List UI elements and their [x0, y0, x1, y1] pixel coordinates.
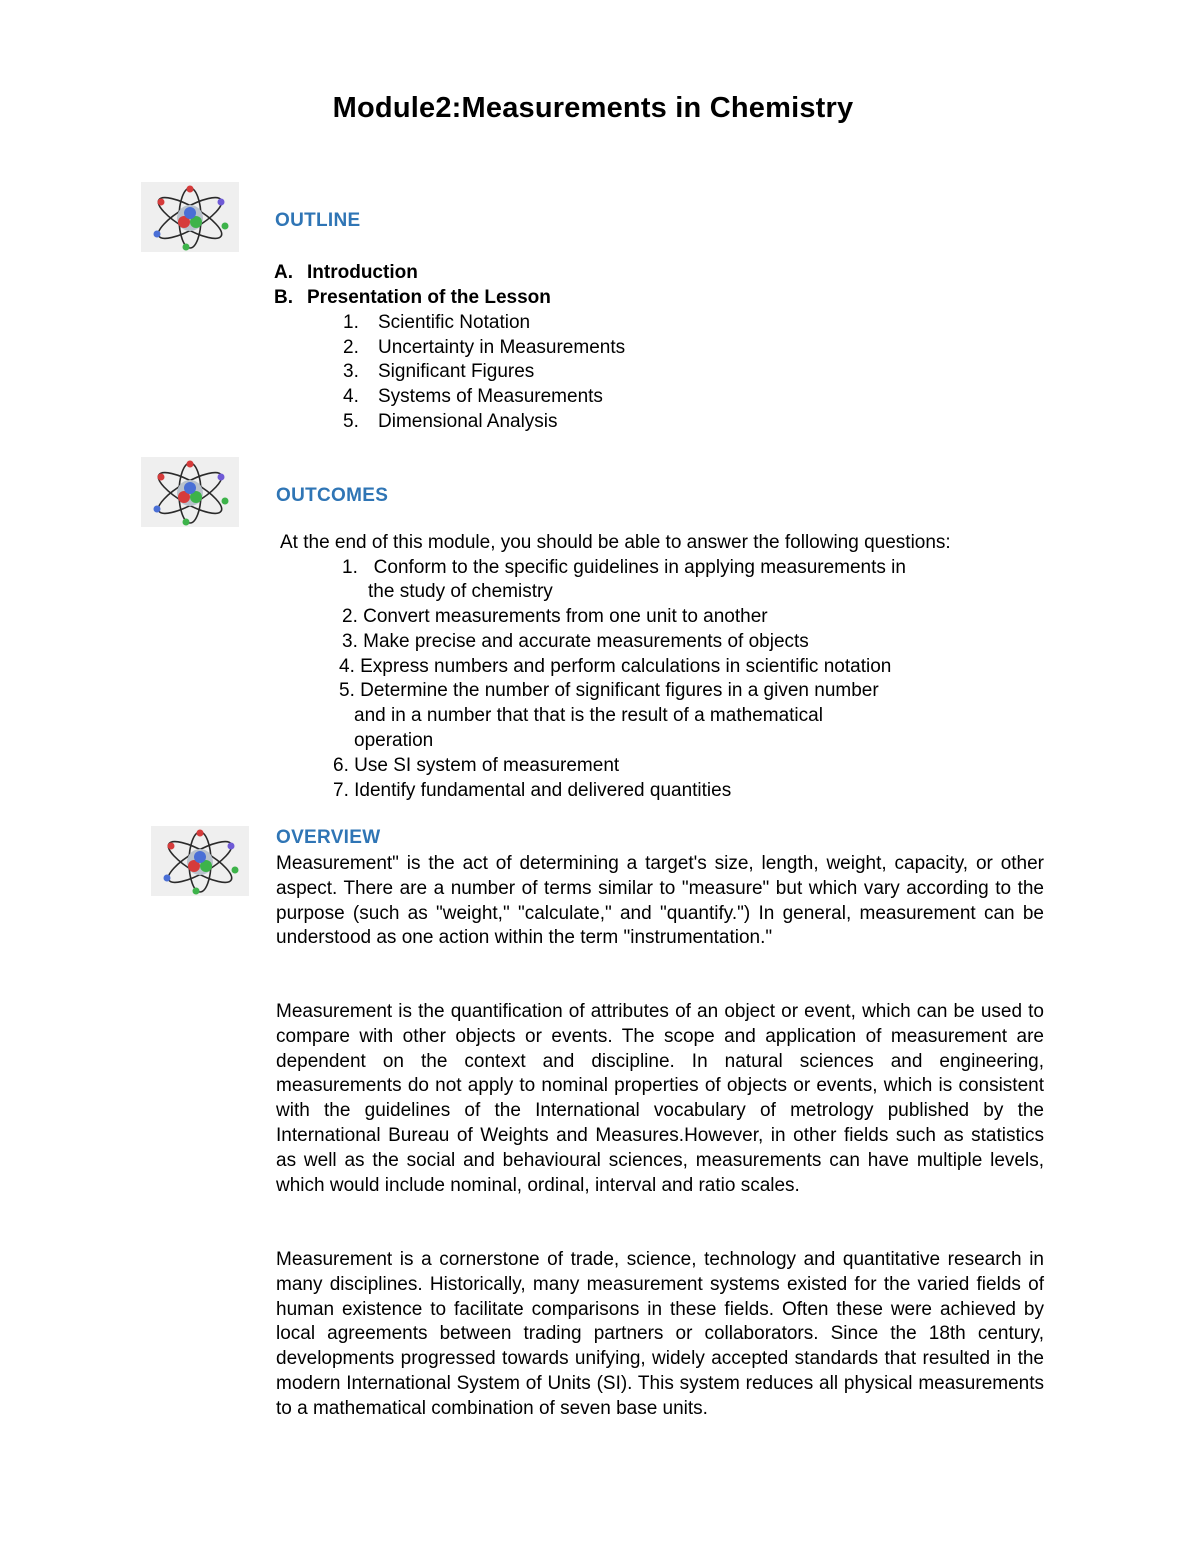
outline-item-marker: 1.	[343, 312, 359, 333]
outline-item-label: Scientific Notation	[378, 312, 531, 333]
outcome-item-continuation: operation	[354, 730, 434, 751]
outline-item	[343, 359, 534, 384]
outline-item	[343, 409, 558, 434]
outline-marker: A.	[274, 262, 293, 283]
atom-icon	[141, 457, 239, 527]
outline-label: Presentation of the Lesson	[307, 287, 551, 308]
outcomes-intro: At the end of this module, you should be able to answer the following questions:	[280, 532, 951, 553]
outline-item-label: Uncertainty in Measurements	[378, 337, 626, 358]
outline-heading: OUTLINE	[275, 210, 361, 231]
outcome-item: 7. Identify fundamental and delivered quantities	[333, 780, 732, 801]
outline-section	[274, 260, 418, 285]
outline-section	[274, 285, 551, 310]
overview-heading: OVERVIEW	[276, 827, 381, 848]
overview-paragraph: Measurement" is the act of determining a target's size, length, weight, capacity, or other aspect. There are a number of terms similar to "measure" but which vary according to the purpose (such as "weight," "calculate," and "quantify.") In general, measurement can be understood as one action within the term "instrumentation."	[276, 853, 1044, 949]
outline-item-label: Dimensional Analysis	[378, 411, 558, 432]
atom-icon	[141, 182, 239, 252]
outline-item-marker: 3.	[343, 361, 359, 382]
outline-marker: B.	[274, 287, 293, 308]
outline-item	[343, 310, 530, 335]
outcome-item-continuation: the study of chemistry	[368, 581, 553, 602]
outline-item	[343, 335, 625, 360]
outline-item	[343, 384, 603, 409]
outcome-item: 1. Conform to the specific guidelines in applying measurements in	[342, 557, 906, 578]
outline-item-marker: 2.	[343, 337, 359, 358]
outline-item-label: Significant Figures	[378, 361, 535, 382]
atom-icon	[151, 826, 249, 896]
outline-label: Introduction	[307, 262, 418, 283]
outline-item-marker: 5.	[343, 411, 359, 432]
outcome-item-continuation: and in a number that that is the result of a mathematical	[354, 705, 823, 726]
outcome-item: 4. Express numbers and perform calculations in scientific notation	[339, 656, 892, 677]
overview-paragraph: Measurement is the quantification of attributes of an object or event, which can be used to compare with other objects or events. The scope and application of measurement are dependent on the context and discipline. In natural sciences and engineering, measurements do not apply to nominal properties of objects or events, which is consistent with the guidelines of the International vocabulary of metrology published by the International Bureau of Weights and Measures.However, in other fields such as statistics as well as the social and behavioural sciences, measurements can have multiple levels, which would include nominal, ordinal, interval and ratio scales.	[276, 1001, 1044, 1196]
outcome-item: 5. Determine the number of significant figures in a given number	[339, 680, 879, 701]
page-title: Module2:Measurements in Chemistry	[332, 92, 854, 124]
overview-paragraph: Measurement is a cornerstone of trade, science, technology and quantitative research in many disciplines. Historically, many measurement systems existed for the varied fields of human existence to facilitate comparisons in these fields. Often these were achieved by local agreements between trading partners or collaborators. Since the 18th century, developments progressed towards unifying, widely accepted standards that resulted in the modern International System of Units (SI). This system reduces all physical measurements to a mathematical combination of seven base units.	[276, 1249, 1044, 1419]
outcomes-heading: OUTCOMES	[276, 485, 389, 506]
outcome-item: 6. Use SI system of measurement	[333, 755, 620, 776]
outline-item-label: Systems of Measurements	[378, 386, 603, 407]
outcome-item: 3. Make precise and accurate measurements of objects	[342, 631, 809, 652]
outcome-item: 2. Convert measurements from one unit to another	[342, 606, 768, 627]
outline-item-marker: 4.	[343, 386, 359, 407]
